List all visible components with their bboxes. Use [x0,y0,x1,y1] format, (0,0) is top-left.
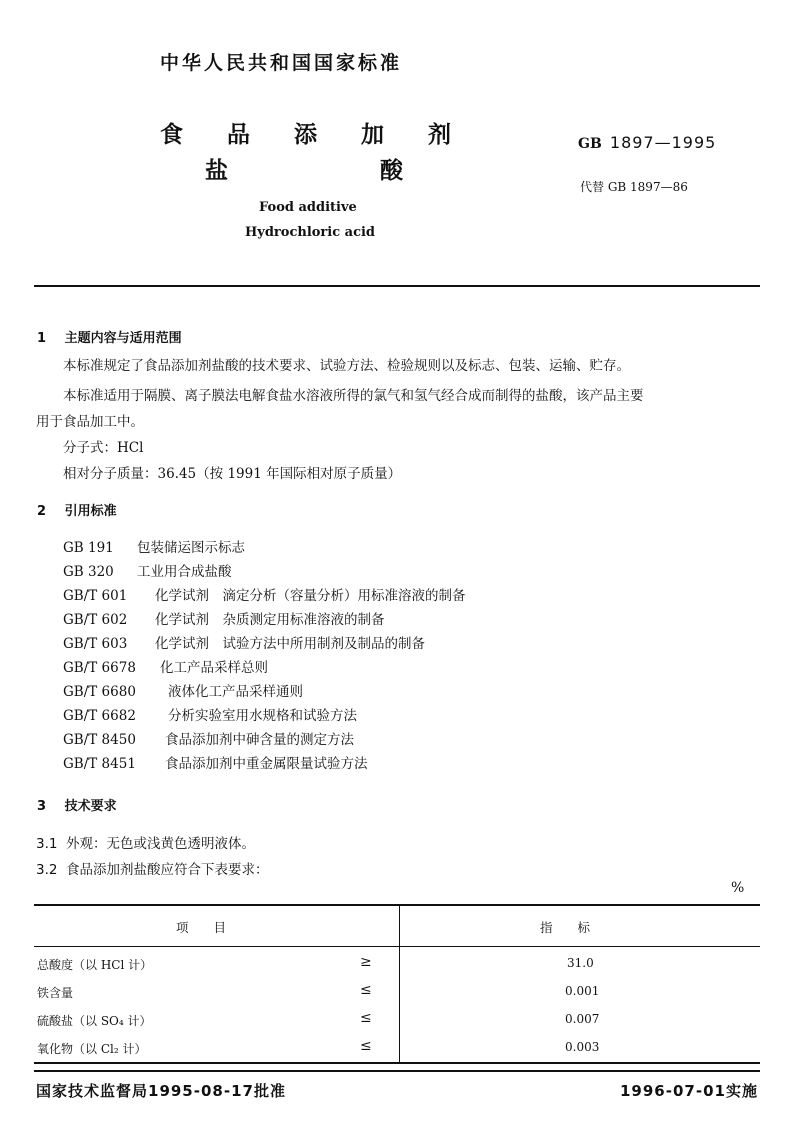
table-header-rule [34,946,760,947]
row-name: 氧化物（以 Cl₂ 计） [37,1042,147,1056]
reference-item [63,632,425,652]
section-heading [37,327,182,346]
reference-item [63,560,232,580]
reference-code: GB/T 602 [63,612,128,628]
row-value: 0.001 [565,984,600,998]
standard-prefix: GB [578,136,602,152]
row-operator: ≤ [360,982,372,998]
title-char: 酸 [380,158,403,184]
row-operator: ≥ [360,954,372,970]
reference-title: 化学试剂 试验方法中所用制剂及制品的制备 [155,636,425,652]
reference-item [63,704,357,724]
row-value: 31.0 [567,956,594,970]
title-char: 添 [294,122,317,148]
reference-code: GB/T 8451 [63,756,136,772]
reference-title: 食品添加剂中砷含量的测定方法 [165,732,354,748]
clause-3-2 [36,858,269,878]
footer-divider [34,1070,760,1072]
reference-title: 工业用合成盐酸 [137,564,232,580]
reference-code: GB/T 8450 [63,732,136,748]
implementation-date: 1996-07-01实施 [620,1082,758,1100]
paragraph: 本标准规定了食品添加剂盐酸的技术要求、试验方法、检验规则以及标志、包装、运输、贮存。 [63,358,630,374]
reference-title: 化工产品采样总则 [160,660,268,676]
section-heading [37,795,117,814]
clause-3-1 [36,832,255,852]
reference-title: 化学试剂 滴定分析（容量分析）用标准溶液的制备 [155,588,466,604]
reference-code: GB/T 603 [63,636,128,652]
reference-code: GB/T 601 [63,588,128,604]
reference-code: GB/T 6682 [63,708,136,724]
reference-title: 食品添加剂中重金属限量试验方法 [165,756,368,772]
row-name: 硫酸盐（以 SO₄ 计） [37,1014,152,1028]
row-value: 0.003 [565,1040,600,1054]
reference-item [63,536,245,556]
title-char: 盐 [205,158,228,184]
section-number: 3 [37,799,47,814]
row-operator: ≤ [360,1010,372,1026]
reference-code: GB 320 [63,564,114,580]
national-standard-title: 中华人民共和国国家标准 [160,52,403,74]
paragraph: 本标准适用于隔膜、离子膜法电解食盐水溶液所得的氯气和氢气经合成而制得的盐酸，该产品主要 [63,388,644,404]
reference-code: GB/T 6678 [63,660,136,676]
paragraph: 用于食品加工中。 [36,414,144,430]
reference-item [63,728,354,748]
reference-item [63,752,368,772]
section-title: 引用标准 [64,504,117,519]
table-header-item: 项 目 [176,920,227,935]
title-char: 品 [227,122,250,148]
reference-title: 包装储运图示标志 [137,540,245,556]
row-operator: ≤ [360,1038,372,1054]
table-unit: % [731,880,745,896]
clause-text: 食品添加剂盐酸应符合下表要求： [66,862,269,878]
table-top-rule [34,904,760,906]
standard-number [578,133,716,152]
reference-code: GB/T 6680 [63,684,136,700]
reference-item [63,656,268,676]
header-divider [34,285,760,287]
row-name: 总酸度（以 HCl 计） [37,958,153,972]
section-number: 2 [37,504,47,519]
molecular-formula: 分子式：HCl [63,440,144,456]
clause-number: 3.1 [36,836,58,852]
reference-title: 化学试剂 杂质测定用标准溶液的制备 [155,612,385,628]
table-bottom-rule [34,1062,760,1064]
approval-date: 国家技术监督局1995-08-17批准 [36,1082,286,1100]
clause-number: 3.2 [36,862,58,878]
reference-item [63,608,385,628]
reference-code: GB 191 [63,540,114,556]
row-name: 铁含量 [37,986,74,1000]
title-char: 剂 [428,122,451,148]
section-heading [37,500,117,519]
reference-item [63,584,466,604]
title-char: 加 [361,122,384,148]
section-title: 主题内容与适用范围 [64,331,182,346]
replaces-standard: 代替 GB 1897—86 [580,180,688,194]
reference-item [63,680,303,700]
standard-code: 1897—1995 [609,133,717,152]
section-number: 1 [37,331,47,346]
reference-title: 液体化工产品采样通则 [168,684,303,700]
reference-title: 分析实验室用水规格和试验方法 [168,708,357,724]
molar-mass: 相对分子质量：36.45（按 1991 年国际相对原子质量） [63,466,402,482]
title-en-line2: Hydrochloric acid [245,225,376,240]
title-en-line1: Food additive [259,200,357,215]
table-header-index: 指 标 [540,920,591,935]
table-column-divider [399,905,400,1063]
clause-text: 外观：无色或浅黄色透明液体。 [66,836,255,852]
title-char: 食 [160,122,183,148]
row-value: 0.007 [565,1012,600,1026]
section-title: 技术要求 [64,799,117,814]
